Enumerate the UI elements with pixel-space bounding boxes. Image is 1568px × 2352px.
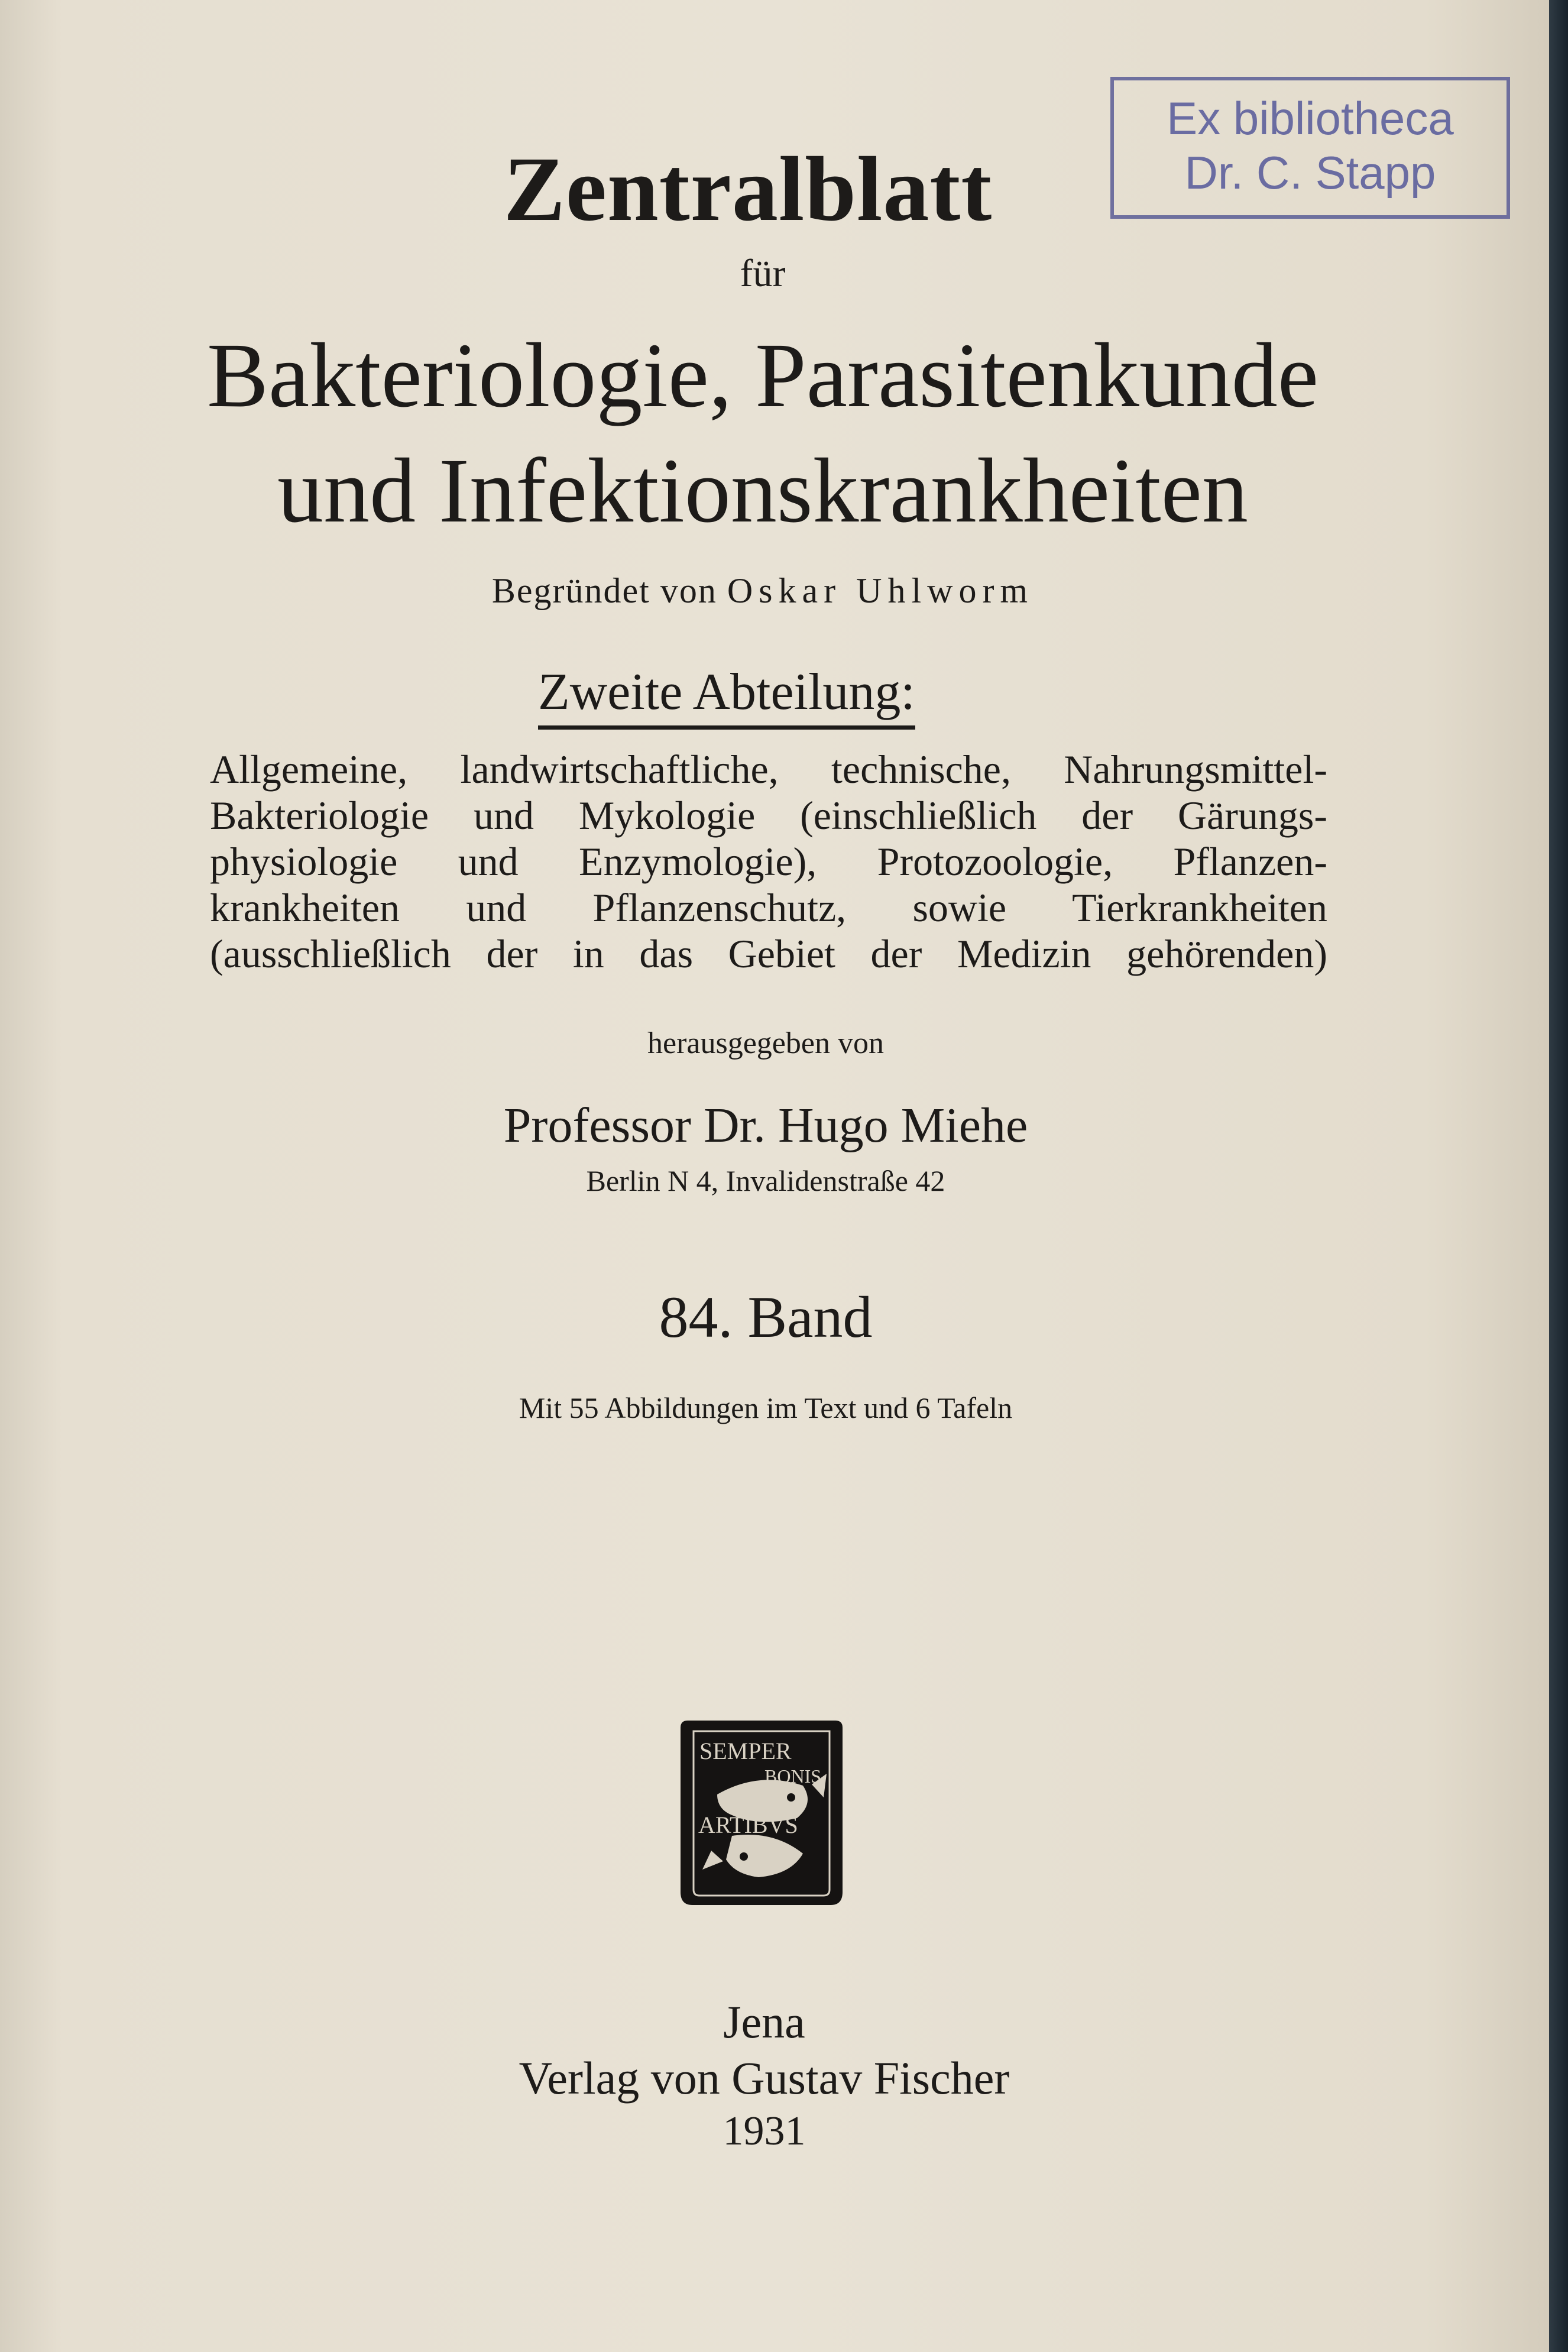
title-connector: für xyxy=(740,252,786,295)
imprint-place: Jena xyxy=(723,1996,805,2048)
motto-text-3: ARTIBVS xyxy=(698,1812,798,1838)
description-line: Bakteriologie und Mykologie (einschließlich der Gärungs- xyxy=(210,793,1327,838)
fish-emblem-icon xyxy=(676,1715,847,1910)
founder-credit xyxy=(0,571,1525,611)
editor-address: Berlin N 4, Invalidenstraße 42 xyxy=(586,1164,945,1197)
description-line: physiologie und Enzymologie), Protozoologie, Pflanzen- xyxy=(210,839,1327,884)
description-line: krankheiten und Pflanzenschutz, sowie Tierkrankheiten xyxy=(210,885,1327,930)
volume-label: 84. Band xyxy=(659,1284,873,1350)
journal-subtitle-line-1: Bakteriologie, Parasitenkunde xyxy=(206,324,1319,426)
publisher-device-logo xyxy=(676,1715,847,1910)
motto-text-1: SEMPER xyxy=(699,1738,792,1764)
imprint-year: 1931 xyxy=(723,2108,806,2154)
imprint-publisher: Verlag von Gustav Fischer xyxy=(519,2052,1010,2104)
stamp-line-2: Dr. C. Stapp xyxy=(1184,147,1436,199)
founder-prefix: Begründet von xyxy=(491,571,717,610)
description-line: (ausschließlich der in das Gebiet der Medizin gehörenden) xyxy=(210,931,1327,976)
department-heading: Zweite Abteilung: xyxy=(538,662,915,730)
book-cover-edge xyxy=(1549,0,1568,2352)
department-description xyxy=(210,746,1327,977)
journal-subtitle-line-2: und Infektionskrankheiten xyxy=(277,439,1248,542)
editor-name: Professor Dr. Hugo Miehe xyxy=(503,1098,1028,1153)
editor-intro: herausgegeben von xyxy=(647,1026,884,1060)
motto-text-2: BONIS xyxy=(764,1765,822,1787)
illustrations-note: Mit 55 Abbildungen im Text und 6 Tafeln xyxy=(519,1391,1013,1424)
journal-title: Zentralblatt xyxy=(503,138,993,240)
founder-name: Oskar Uhlworm xyxy=(727,571,1034,610)
stamp-line-1: Ex bibliotheca xyxy=(1167,92,1454,144)
description-line: Allgemeine, landwirtschaftliche, technische, Nahrungsmittel- xyxy=(210,747,1327,792)
